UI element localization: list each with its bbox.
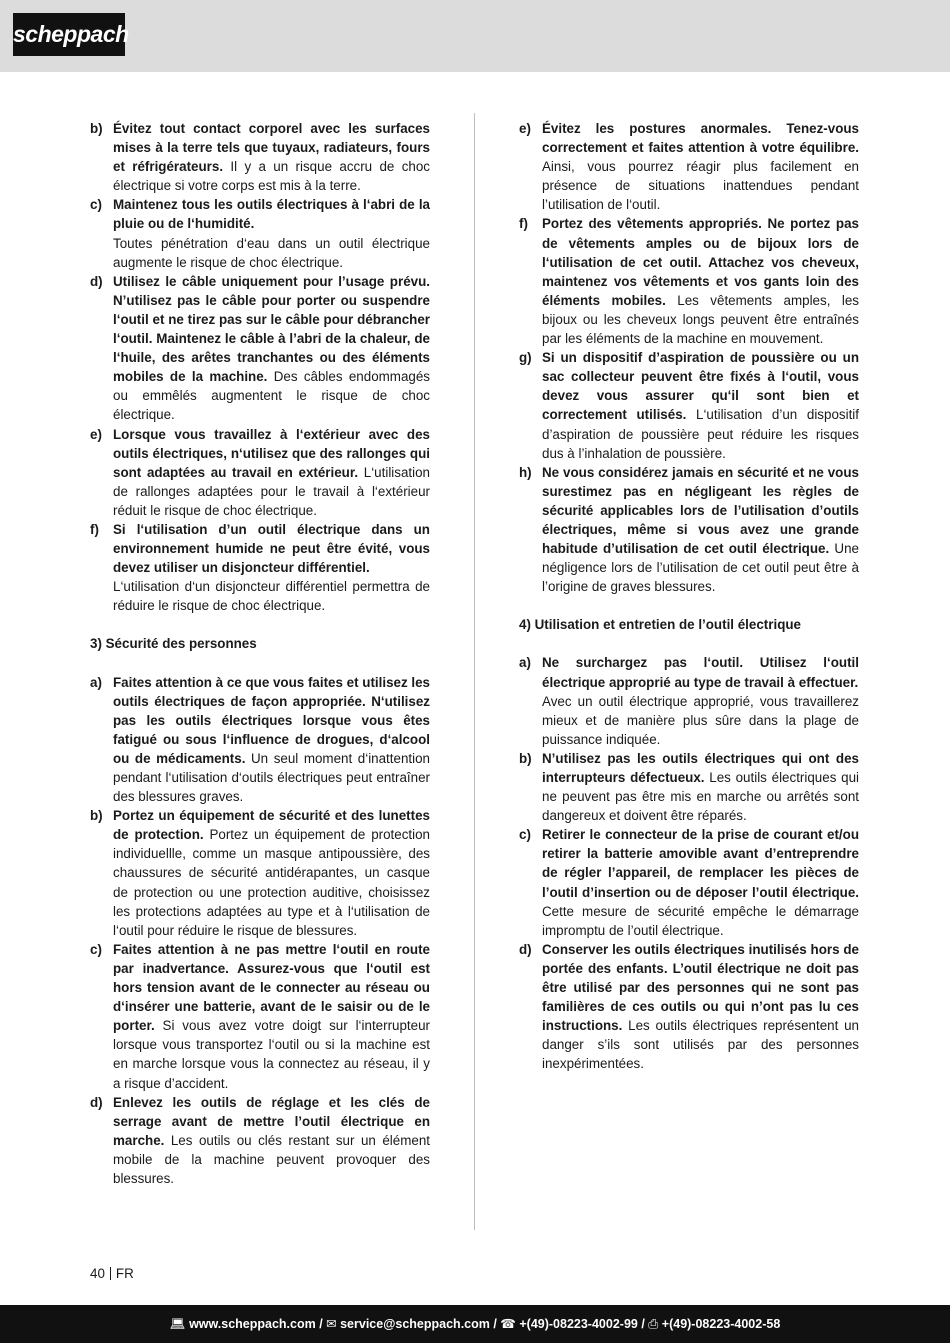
list-item (90, 1093, 430, 1188)
list-item (519, 119, 859, 214)
item-bold-text: Conserver les outils électriques inutilisés hors de portée des enfants. L’outil électrique ne doit pas être utilisé par des personnes qui ne sont pas familières de ces outils ou qui n’ont pas lu ces instructions. (542, 941, 859, 1034)
item-bold-text: Si un dispositif d’aspiration de poussière ou un sac collecteur peuvent être fixés à l‘outil, vous devez vous assurer qu‘il sont bien et correctement utilisés. (542, 350, 859, 423)
item-label: h) (519, 464, 532, 480)
item-bold-text: Lorsque vous travaillez à l‘extérieur avec des outils électriques, n‘utilisez que des rallonges qui sont adaptées au travail en extérieur. (113, 426, 430, 480)
header-bar (0, 0, 950, 72)
item-label: d) (90, 273, 103, 289)
mail-icon: ✉︎ (326, 1317, 337, 1331)
list-item (519, 463, 859, 597)
item-label: c) (90, 197, 102, 213)
item-text (542, 119, 859, 214)
item-bold-text: Ne surchargez pas l‘outil. Utilisez l‘outil électrique approprié au type de travail à effectuer. (542, 655, 859, 690)
item-normal-text: Une négligence lors de l’utilisation de cet outil peut être à l’origine de graves blessures. (542, 541, 859, 595)
page-language: FR (115, 1266, 134, 1281)
list-item (90, 806, 430, 940)
item-normal-text: Ainsi, vous pourrez réagir plus facilement en présence de situations inattendues pendant l’utilisation de l‘outil. (542, 159, 859, 213)
item-normal-text: Toutes pénétration d‘eau dans un outil électrique augmente le risque de choc électrique. (113, 235, 430, 270)
phone-icon: ☎︎ (500, 1317, 516, 1331)
item-normal-text: Avec un outil électrique approprié, vous travaillerez mieux et de manière plus sûre dans la plage de puissance indiquée. (542, 693, 859, 747)
item-text (542, 940, 859, 1074)
item-text (542, 749, 859, 825)
item-normal-text: Les outils électriques représentent un danger s’ils sont utilisés par des personnes inexpérimentées. (542, 1018, 859, 1072)
item-text (113, 195, 430, 271)
item-label: c) (90, 941, 102, 957)
item-label: e) (90, 426, 102, 442)
item-label: b) (90, 808, 103, 824)
right-column (519, 119, 859, 1074)
item-text (542, 463, 859, 597)
item-label: c) (519, 827, 531, 843)
item-text (113, 806, 430, 940)
item-normal-text: L‘utilisation d‘un disjoncteur différentiel permettra de réduire le risque de choc électrique. (113, 579, 430, 614)
item-bold-text: Retirer le connecteur de la prise de courant et/ou retirer la batterie amovible avant d’entreprendre de régler l’appareil, de remplacer les pièces de l’outil d’insertion ou de déposer l’outil électrique. (542, 827, 859, 900)
left-column (90, 119, 430, 1188)
left-items-top (90, 119, 430, 615)
item-text (113, 1093, 430, 1188)
item-label: a) (519, 655, 531, 671)
fax-icon: ⎙ (648, 1317, 659, 1331)
left-items-bottom (90, 673, 430, 1189)
item-bold-text: Faites attention à ne pas mettre l‘outil en route par inadvertance. Assurez-vous que l‘outil est hors tension avant de le connecter au réseau ou d‘insérer une batterie, avant de le saisir ou de le porter. (113, 941, 430, 1034)
item-normal-text: Portez un équipement de protection individuellle, comme un masque antipoussière, des chaussures de sécurité antidérapantes, un casque de protection ou une protection auditive, choisissez les protections adaptées au type et à l‘utilisation de l‘outil pour réduire le risque de blessures. (113, 827, 431, 938)
item-label: f) (90, 521, 99, 537)
right-items-bottom (519, 653, 859, 1073)
item-text (113, 940, 430, 1093)
list-item (519, 940, 859, 1074)
item-text (113, 425, 430, 520)
phone-number: +(49)-08223-4002-99 (519, 1317, 638, 1331)
page-number-value: 40 (90, 1266, 105, 1281)
list-item (90, 520, 430, 615)
item-normal-text: Des câbles endommagés ou emmêlés augmentent le risque de choc électrique. (113, 369, 430, 423)
list-item (90, 272, 430, 425)
item-normal-text: Si vous avez votre doigt sur l‘interrupteur lorsque vous transportez l‘outil ou si la machine est en marche lorsque vous la connectez au réseau, il y a risque d’accident. (113, 1018, 430, 1091)
item-normal-text: Les vêtements amples, les bijoux ou les cheveux longs peuvent être entraînés par les éléments de la machine en mouvement. (542, 292, 859, 347)
list-item (90, 940, 430, 1093)
item-bold-text: Si l‘utilisation d’un outil électrique dans un environnement humide ne peut être évité, vous devez utiliser un disjoncteur différentiel. (113, 521, 430, 576)
list-item (519, 825, 859, 940)
item-bold-text: Portez un équipement de sécurité et des lunettes de protection. (113, 808, 430, 843)
item-text (542, 825, 859, 940)
page-number (90, 1266, 134, 1281)
scheppach-logo: scheppach (13, 13, 125, 56)
item-label: d) (90, 1094, 103, 1110)
page-separator (110, 1267, 111, 1280)
list-item (519, 653, 859, 748)
item-normal-text: Les outils électriques qui ne peuvent pas être mis en marche ou arrêtés sont dangereux et doivent être réparés. (542, 770, 860, 824)
list-item (519, 348, 859, 463)
list-item (90, 119, 430, 195)
item-text (113, 272, 430, 425)
item-bold-text: Enlevez les outils de réglage et les clés de serrage avant de mettre l’outil électrique en marche. (113, 1094, 430, 1148)
item-text (113, 119, 430, 195)
item-bold-text: Portez des vêtements appropriés. Ne portez pas de vêtements amples ou de bijoux lors de l‘utilisation de cet outil. Attachez vos cheveux, maintenez vos vêtements et vos gants loin des éléments mobiles. (542, 216, 859, 308)
item-label: d) (519, 941, 532, 957)
item-label: f) (519, 216, 528, 232)
item-normal-text: L‘utilisation d’un dispositif d’aspiration de poussière peut réduire les risques dus à l’inhalation de poussière. (542, 407, 859, 461)
item-bold-text: Évitez tout contact corporel avec les surfaces mises à la terre tels que tuyaux, radiateurs, fours et réfrigérateurs. (113, 121, 430, 175)
section-title-personal-safety: 3) Sécurité des personnes (90, 636, 257, 652)
list-item (519, 214, 859, 348)
item-bold-text: Faites attention à ce que vous faites et utilisez les outils électriques de façon appropriée. N‘utilisez pas les outils électriques lorsque vous êtes fatigué ou sous l‘influence de drogues, d‘alcool ou de médicaments. (113, 674, 431, 766)
list-item (90, 673, 430, 807)
list-item (519, 749, 859, 825)
item-bold-text: N’utilisez pas les outils électriques qui ont des interrupteurs défectueux. (542, 750, 859, 785)
item-label: b) (90, 121, 103, 136)
item-label: a) (90, 674, 102, 690)
item-bold-text: Ne vous considérez jamais en sécurité et ne vous surestimez pas en négligeant les règles de sécurité applicables lors de l’utilisation d’outils électriques, même si vous avez une grande habitude d’utilisation de cet outil électrique. (542, 464, 859, 557)
email-link[interactable]: service@scheppach.com (340, 1317, 490, 1331)
item-text (542, 348, 859, 463)
fax-number: +(49)-08223-4002-58 (661, 1317, 781, 1331)
item-normal-text: Cette mesure de sécurité empêche le démarrage impromptu de l’outil électrique. (542, 903, 859, 938)
item-label: e) (519, 121, 531, 136)
list-item (90, 195, 430, 271)
item-label: b) (519, 750, 532, 766)
item-text (113, 673, 430, 807)
right-items-top (519, 119, 859, 596)
item-normal-text: L‘utilisation de rallonges adaptées pour le travail à l‘extérieur réduit le risque de choc électrique. (113, 464, 431, 518)
item-bold-text: Maintenez tous les outils électriques à l‘abri de la pluie ou de l‘humidité. (113, 197, 430, 232)
item-normal-text: Un seul moment d‘inattention pendant l‘utilisation d‘outils électriques peut entraîner des blessures graves. (113, 750, 430, 805)
item-label: g) (519, 350, 532, 366)
section-title-tool-use: 4) Utilisation et entretien de l’outil électrique (519, 617, 801, 633)
website-link[interactable]: www.scheppach.com (189, 1317, 316, 1331)
item-text (542, 653, 859, 748)
item-text (113, 520, 430, 615)
column-divider (474, 113, 475, 1230)
item-normal-text: Il y a un risque accru de choc électrique si votre corps est mis à la terre. (113, 159, 430, 194)
item-text (542, 214, 859, 348)
computer-icon: 💻︎ (169, 1317, 186, 1331)
item-bold-text: Évitez les postures anormales. Tenez-vous correctement et faites attention à votre équilibre. (542, 121, 859, 156)
item-normal-text: Les outils ou clés restant sur un élément mobile de la machine peuvent provoquer des blessures. (113, 1132, 430, 1186)
contact-bar: 💻︎ www.scheppach.com / ✉︎ service@scheppach.com / ☎︎ +(49)-08223-4002-99 / ⎙ +(49)-08223-4002-58 (0, 1305, 950, 1343)
item-bold-text: Utilisez le câble uniquement pour l’usage prévu. N’utilisez pas le câble pour porter ou suspendre l‘outil et ne tirez pas sur le câble pour débrancher l‘outil. Maintenez le câble à l’abri de la chaleur, de l‘huile, des arêtes tranchantes ou des éléments mobiles de la machine. (113, 273, 430, 385)
list-item (90, 425, 430, 520)
